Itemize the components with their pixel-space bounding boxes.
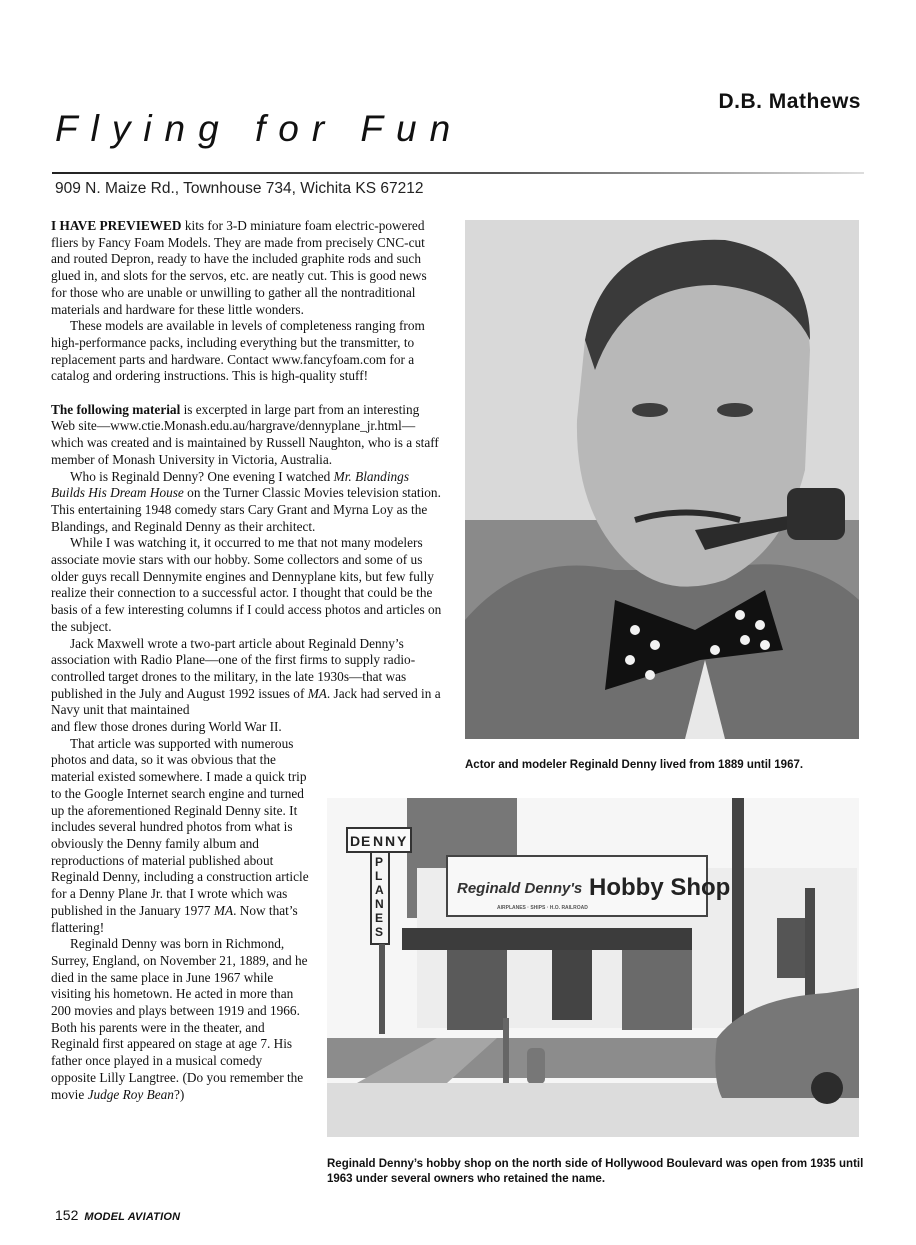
paragraph: Reginald Denny was born in Richmond, Surrey, England, on November 21, 1889, and he died in the same place in June 1967 while visiting his hometown. He acted in more than 200 movies and plays between 1919 and 1966. Both his parents were in the theater, and Reginald first appeared on stage at age 7. His father once played in a musical comedy opposite Lilly Langtree. (Do you remember the movie Judge Roy Bean?) (51, 936, 308, 1102)
paragraph: Who is Reginald Denny? One evening I watched Mr. Blandings Builds His Dream House on the Turner Classic Movies television station. This entertaining 1948 comedy stars Cary Grant and Myrna Loy as the Blandings, and Reginald Denny as their architect. (51, 468, 441, 534)
film-title: Judge Roy Bean (87, 1086, 174, 1102)
column-title: Flying for Fun (55, 108, 464, 149)
paragraph: The following material is excerpted in large part from an interesting Web site—www.ctie.Monash.edu.au/hargrave/dennyplane_jr.html—which was created and is maintained by Russell Naughton, who is a staff member of Monash University in Victoria, Australia. (51, 401, 439, 467)
paragraph: and flew those drones during World War II. (51, 719, 282, 735)
page-footer (55, 1207, 180, 1223)
publication-name: MODEL AVIATION (84, 1211, 181, 1223)
vertical-sign-letter: E (375, 911, 384, 925)
film-title: Mr. Blandings Builds His Dream House (51, 468, 409, 501)
hobby-shop-illustration (327, 798, 859, 1137)
author-name: D.B. Mathews (718, 90, 861, 113)
vertical-sign-letter: L (375, 869, 383, 883)
vertical-sign-letter: D (350, 833, 361, 849)
vertical-sign-letter: E (361, 833, 371, 849)
vertical-sign-letter: N (385, 833, 396, 849)
portrait-illustration (465, 220, 859, 739)
lead-in: I HAVE PREVIEWED (51, 218, 182, 233)
paragraph: These models are available in levels of completeness ranging from high-performance packs, including everything but the transmitter, to replacement parts and hardware. Contact www.fancyfoam.com for a catalog and ordering instructions. This is high-quality stuff! (51, 318, 425, 384)
vertical-sign-letter: Y (397, 833, 407, 849)
shop-sign-main: Hobby Shop (589, 874, 731, 901)
paragraph: While I was watching it, it occurred to me that not many modelers associate movie stars with our hobby. Some collectors and some of us older guys recall Dennymite engines and Dennyplane kits, but few fully realize their connection to a successful actor. I thought that could be the basis of a few interesting columns if I could access photos and articles on the subject. (51, 535, 442, 634)
paragraph: I HAVE PREVIEWED kits for 3-D miniature foam electric-powered fliers by Fancy Foam Models. They are made from precisely CNC-cut and routed Depron, ready to have the included graphite rods and such glued in, and slots for the servos, etc. are neatly cut. This is good news for those who are unable or unwilling to gather all the nontraditional materials and hardware for these little wonders. (51, 218, 427, 317)
paragraph: That article was supported with numerous photos and data, so it was obvious that the material existed somewhere. I made a quick trip to the Google Internet search engine and turned up the aforementioned Reginald Denny site. It includes several hundred photos from what is obviously the Denny family album and reproductions of material published about Reginald Denny, including a construction article for a Denny Plane Jr. that I wrote which was published in the January 1977 MA. Now that’s flattering! (51, 735, 309, 935)
portrait-photo (465, 220, 859, 739)
vertical-sign-letter: A (375, 883, 384, 897)
shop-sign-small: AIRPLANES · SHIPS · H.O. RAILROAD (497, 905, 588, 911)
paragraph: Jack Maxwell wrote a two-part article about Reginald Denny’s association with Radio Plane—one of the first firms to supply radio-controlled target drones to the military, in the late 1930s—that was published in the July and August 1992 issues of MA. Jack had served in a Navy unit that maintained (51, 635, 441, 718)
lead-in: The following material (51, 401, 181, 417)
portrait-caption: Actor and modeler Reginald Denny lived from 1889 until 1967. (465, 759, 804, 771)
vertical-sign-letter: P (375, 855, 384, 869)
hobby-shop-caption: Reginald Denny’s hobby shop on the north side of Hollywood Boulevard was open from 1935 until 1963 under several owners who retained the name. (327, 1158, 864, 1185)
vertical-sign-letter: N (373, 833, 384, 849)
author-address: 909 N. Maize Rd., Townhouse 734, Wichita KS 67212 (55, 180, 424, 197)
page-number: 152 (55, 1207, 79, 1223)
hobby-shop-photo (327, 798, 859, 1137)
vertical-sign-letter: S (375, 925, 384, 939)
header-rule (52, 172, 864, 174)
shop-sign-script: Reginald Denny's (457, 880, 583, 897)
vertical-sign-letter: N (375, 897, 384, 911)
